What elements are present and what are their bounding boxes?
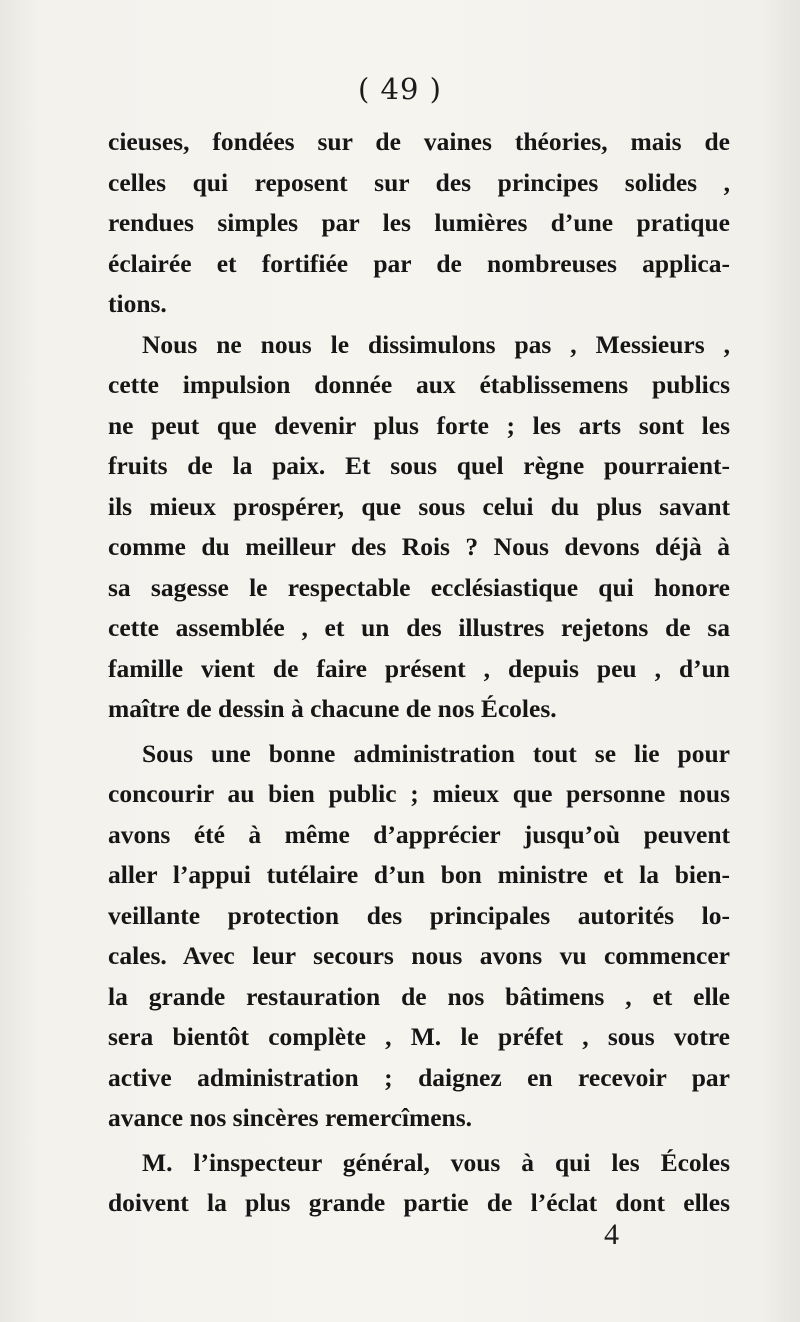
- text-line: comme du meilleur des Rois ? Nous devons déjà à: [108, 532, 730, 561]
- text-line: la grande restauration de nos bâtimens , et elle: [108, 981, 730, 1011]
- text-line: avons été à même d’apprécier jusqu’où peuvent: [108, 819, 730, 849]
- text-line: doivent la plus grande partie de l’éclat dont elles: [108, 1188, 730, 1217]
- text-line: cette impulsion donnée aux établissemens publics: [108, 370, 730, 399]
- text-line: celles qui reposent sur des principes solides ,: [108, 167, 730, 197]
- text-line: Sous une bonne administration tout se lie pour: [142, 738, 730, 768]
- text-line: cieuses, fondées sur de vaines théories, mais de: [108, 127, 730, 156]
- text-line: famille vient de faire présent , depuis peu , d’un: [108, 653, 730, 683]
- text-line: tions.: [108, 289, 167, 318]
- text-line: ils mieux prospérer, que sous celui du plus savant: [108, 491, 730, 521]
- text-line: maître de dessin à chacune de nos Écoles.: [108, 694, 557, 723]
- signature-mark: 4: [604, 1218, 619, 1251]
- text-line: ne peut que devenir plus forte ; les arts sont les: [108, 410, 730, 440]
- text-line: active administration ; daignez en recevoir par: [108, 1062, 730, 1092]
- text-line: fruits de la paix. Et sous quel règne pourraient-: [108, 451, 730, 480]
- text-line: sa sagesse le respectable ecclésiastique qui honore: [108, 572, 730, 602]
- text-line: avance nos sincères remercîmens.: [108, 1103, 473, 1132]
- text-line: veillante protection des principales autorités lo-: [108, 900, 730, 930]
- text-line: concourir au bien public ; mieux que personne nous: [108, 779, 730, 808]
- text-line: aller l’appui tutélaire d’un bon ministre et la bien-: [108, 860, 730, 889]
- text-line: cette assemblée , et un des illustres rejetons de sa: [108, 613, 730, 642]
- page-number: ( 49 ): [358, 72, 442, 106]
- text-line: rendues simples par les lumières d’une pratique: [108, 208, 730, 237]
- text-line: éclairée et fortifiée par de nombreuses applica-: [108, 248, 730, 278]
- text-line: cales. Avec leur secours nous avons vu commencer: [108, 941, 730, 970]
- text-line: Nous ne nous le dissimulons pas , Messieurs ,: [142, 329, 730, 359]
- body-text: [108, 122, 730, 1224]
- text-line: sera bientôt complète , M. le préfet , sous votre: [108, 1022, 730, 1051]
- text-line: M. l’inspecteur général, vous à qui les Écoles: [142, 1147, 730, 1177]
